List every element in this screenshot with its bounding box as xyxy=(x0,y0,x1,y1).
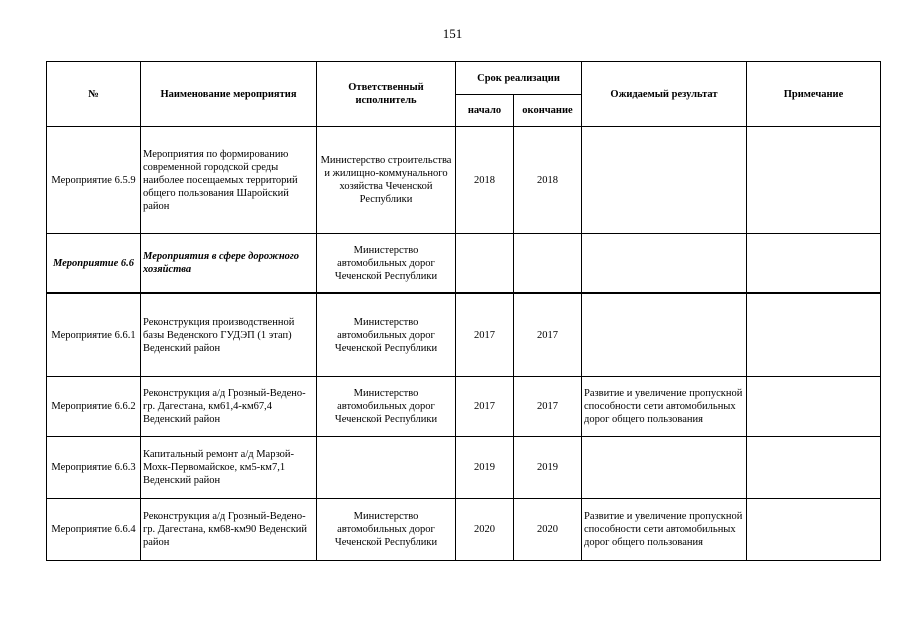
activity-name: Реконструкция а/д Грозный-Ведено-гр. Дагестана, км68-км90 Веденский район xyxy=(141,499,317,561)
activity-end: 2018 xyxy=(514,127,582,234)
activity-note xyxy=(747,437,881,499)
activity-result xyxy=(582,437,747,499)
activity-result: Развитие и увеличение пропускной способности сети автомобильных дорог общего пользования xyxy=(582,377,747,437)
activity-start: 2020 xyxy=(456,499,514,561)
activity-responsible xyxy=(317,437,456,499)
activity-number: Мероприятие 6.6.2 xyxy=(47,377,141,437)
activity-start: 2018 xyxy=(456,127,514,234)
table-row xyxy=(47,437,881,499)
activity-note xyxy=(747,234,881,294)
header-name: Наименование мероприятия xyxy=(141,62,317,127)
activity-result: Развитие и увеличение пропускной способности сети автомобильных дорог общего пользования xyxy=(582,499,747,561)
activities-table xyxy=(46,61,881,561)
activity-start: 2017 xyxy=(456,377,514,437)
header-num: № xyxy=(47,62,141,127)
header-start: начало xyxy=(456,95,514,127)
activity-responsible: Министерство автомобильных дорог Чеченской Республики xyxy=(317,377,456,437)
table-row xyxy=(47,293,881,377)
activity-name: Реконструкция а/д Грозный-Ведено-гр. Дагестана, км61,4-км67,4 Веденский район xyxy=(141,377,317,437)
header-end: окончание xyxy=(514,95,582,127)
activity-responsible: Министерство строительства и жилищно-коммунального хозяйства Чеченской Республики xyxy=(317,127,456,234)
table-header-row xyxy=(47,62,881,95)
activity-name: Мероприятия в сфере дорожного хозяйства xyxy=(141,234,317,294)
activity-note xyxy=(747,377,881,437)
activity-note xyxy=(747,293,881,377)
activity-name: Реконструкция производственной базы Веденского ГУДЭП (1 этап) Веденский район xyxy=(141,293,317,377)
table-row xyxy=(47,377,881,437)
activity-number: Мероприятие 6.6 xyxy=(47,234,141,294)
activity-name: Мероприятия по формированию современной городской среды наиболее посещаемых территорий общего пользования Шаройский район xyxy=(141,127,317,234)
activity-end xyxy=(514,234,582,294)
activity-note xyxy=(747,127,881,234)
header-responsible: Ответственный исполнитель xyxy=(317,62,456,127)
activity-number: Мероприятие 6.6.1 xyxy=(47,293,141,377)
page-number: 151 xyxy=(442,26,463,41)
activity-end: 2017 xyxy=(514,293,582,377)
activity-name: Капитальный ремонт а/д Марзой-Мохк-Первомайское, км5-км7,1 Веденский район xyxy=(141,437,317,499)
activity-result xyxy=(582,234,747,294)
header-note: Примечание xyxy=(747,62,881,127)
activity-start xyxy=(456,234,514,294)
activity-result xyxy=(582,127,747,234)
activity-end: 2020 xyxy=(514,499,582,561)
activity-responsible: Министерство автомобильных дорог Чеченской Республики xyxy=(317,293,456,377)
header-result: Ожидаемый результат xyxy=(582,62,747,127)
activity-result xyxy=(582,293,747,377)
activity-responsible: Министерство автомобильных дорог Чеченской Республики xyxy=(317,499,456,561)
activity-start: 2017 xyxy=(456,293,514,377)
activity-responsible: Министерство автомобильных дорог Чеченской Республики xyxy=(317,234,456,294)
header-period: Срок реализации xyxy=(456,62,582,95)
activity-number: Мероприятие 6.5.9 xyxy=(47,127,141,234)
activity-end: 2017 xyxy=(514,377,582,437)
table-row xyxy=(47,127,881,234)
activity-end: 2019 xyxy=(514,437,582,499)
activity-start: 2019 xyxy=(456,437,514,499)
table-row xyxy=(47,499,881,561)
activity-number: Мероприятие 6.6.3 xyxy=(47,437,141,499)
activity-note xyxy=(747,499,881,561)
activity-number: Мероприятие 6.6.4 xyxy=(47,499,141,561)
table-row xyxy=(47,234,881,294)
